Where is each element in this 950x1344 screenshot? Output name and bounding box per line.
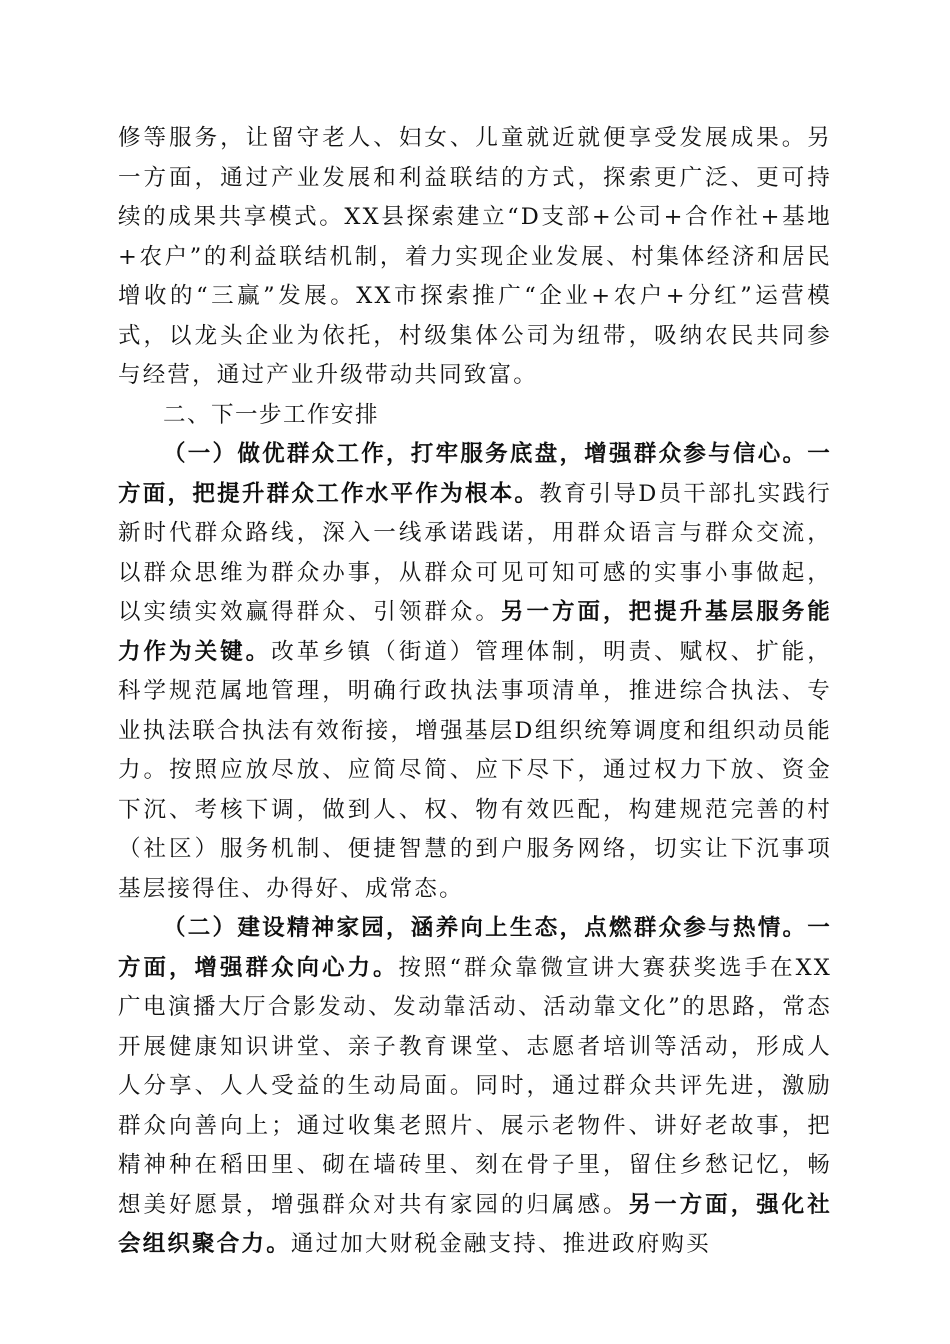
- paragraph-text: 教育引导D员干部扎实践行新时代群众路线，深入一线承诺践诺，用群众语言与群众交流，以群众思维为群众办事，从群众可见可知可感的实事小事做起，以实绩实效赢得群众、引领群众。: [118, 480, 832, 625]
- document-body: [118, 119, 832, 1265]
- paragraph-text: 通过加大财税金融支持、推进政府购买: [290, 1231, 711, 1257]
- paragraph-text: 修等服务，让留守老人、妇女、儿童就近就便享受发展成果。另一方面，通过产业发展和利益联结的方式，探索更广泛、更可持续的成果共享模式。XX县探索建立“D支部+公司+合作社+基地+农户”的利益联结机制，着力实现企业发展、村集体经济和居民增收的“三赢”发展。XX市探索推广“企业+农户+分红”运营模式，以龙头企业为依托，村级集体公司为纽带，吸纳农民共同参与经营，通过产业升级带动共同致富。: [118, 125, 832, 388]
- paragraph-item-two: [118, 909, 832, 1265]
- section-heading-text: 二、下一步工作安排: [163, 401, 380, 428]
- paragraph-item-one: [118, 435, 832, 909]
- bold-lead-text: （二）建设精神家园，涵养向上生态，点燃群众参与热情。一方面，增强群众向心力。: [118, 915, 832, 981]
- section-heading: [118, 396, 832, 436]
- paragraph-text: 改革乡镇（街道）管理体制，明责、赋权、扩能，科学规范属地管理，明确行政执法事项清单，推进综合执法、专业执法联合执法有效衔接，增强基层D组织统筹调度和组织动员能力。按照应放尽放、应简尽简、应下尽下，通过权力下放、资金下沉、考核下调，做到人、权、物有效匹配，构建规范完善的村（社区）服务机制、便捷智慧的到户服务网络，切实让下沉事项基层接得住、办得好、成常态。: [118, 638, 833, 902]
- bold-lead-text: （一）做优群众工作，打牢服务底盘，增强群众参与信心。一方面，把提升群众工作水平作为根本。: [118, 441, 832, 507]
- bold-lead-text: 另一方面，把提升基层服务能力作为关键。: [118, 599, 832, 665]
- bold-lead-text: 另一方面，强化社会组织聚合力。: [118, 1191, 832, 1257]
- paragraph-continuation: [118, 119, 832, 396]
- paragraph-text: 按照“群众靠微宣讲大赛获奖选手在XX广电演播大厅合影发动、发动靠活动、活动靠文化”的思路，常态开展健康知识讲堂、亲子教育课堂、志愿者培训等活动，形成人人分享、人人受益的生动局面。同时，通过群众共评先进，激励群众向善向上；通过收集老照片、展示老物件、讲好老故事，把精神种在稻田里、砌在墙砖里、刻在骨子里，留住乡愁记忆，畅想美好愿景，增强群众对共有家园的归属感。: [118, 954, 833, 1218]
